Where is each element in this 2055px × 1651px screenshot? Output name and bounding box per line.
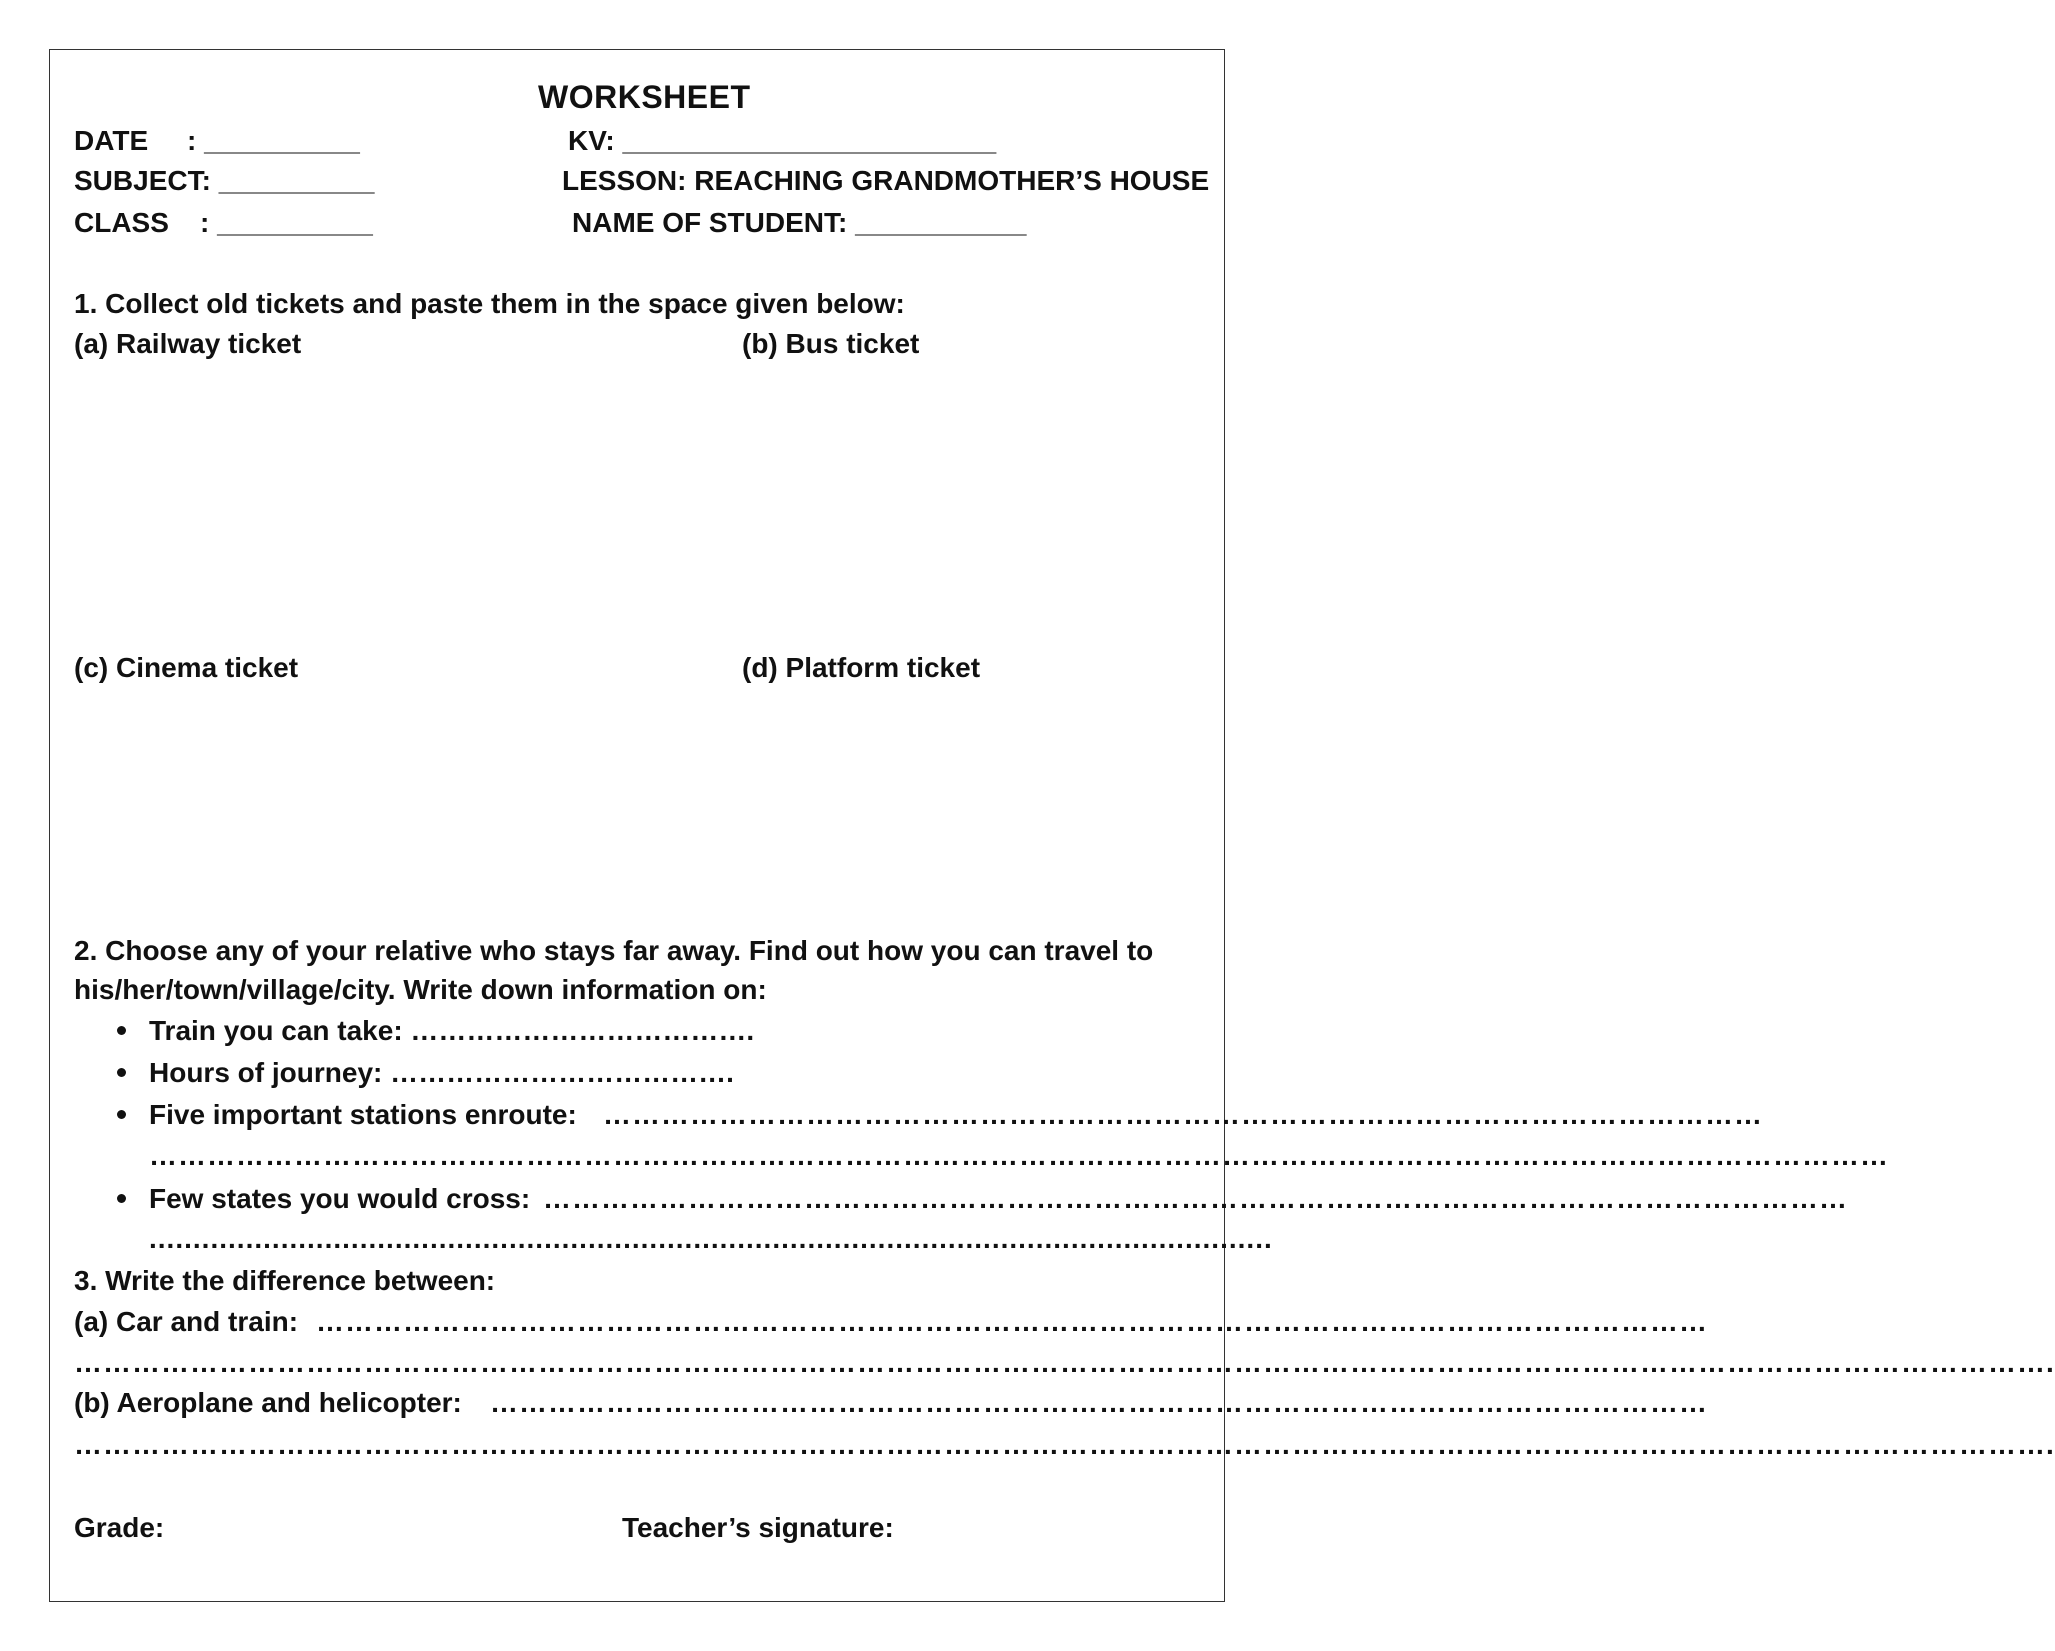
car-and-train-label: (a) Car and train: (74, 1306, 306, 1337)
car-and-train-dots: ……………………………………………………………………………………………………………………………… (316, 1306, 1708, 1337)
hours-info-line: Hours of journey: ………………………………. (149, 1057, 734, 1088)
student-name-field: NAME OF STUDENT: ___________ (572, 207, 1027, 238)
worksheet-title: WORKSHEET (538, 79, 751, 115)
subject-field: SUBJECT: __________ (74, 165, 375, 196)
railway-ticket-label: (a) Railway ticket (74, 328, 302, 359)
class-field: CLASS : __________ (74, 207, 373, 238)
question-3-prompt: 3. Write the difference between: (74, 1265, 496, 1296)
grade-label: Grade: (74, 1512, 165, 1543)
aeroplane-and-helicopter-dots-line-2: ……………………………………………………………………………………………………………………………………………………………………………………. (74, 1429, 2055, 1460)
bus-ticket-label: (b) Bus ticket (742, 328, 920, 359)
states-label: Few states you would cross: (149, 1183, 538, 1214)
states-dots: ……………………………………………………………………………………………………………………… (543, 1183, 1848, 1214)
stations-dots: ………………………………………………………………………………………………………… (603, 1099, 1763, 1130)
stations-label: Five important stations enroute: (149, 1099, 585, 1130)
question-1-prompt: 1. Collect old tickets and paste them in the space given below: (74, 288, 905, 319)
aeroplane-and-helicopter-label: (b) Aeroplane and helicopter: (74, 1387, 470, 1418)
kv-field: KV: ________________________ (568, 125, 997, 156)
platform-ticket-label: (d) Platform ticket (742, 652, 981, 683)
question-2-prompt-line-1: 2. Choose any of your relative who stays far away. Find out how you can travel to (74, 935, 1154, 966)
teacher-signature-label: Teacher’s signature: (622, 1512, 894, 1543)
bullet-icon (117, 1068, 126, 1077)
states-dots-line-2: ................................................................................................................................ (149, 1223, 1273, 1254)
stations-dots-line-2: ……………………………………………………………………………………………………………………………………………………………… (149, 1140, 1889, 1171)
aeroplane-and-helicopter-dots: ……………………………………………………………………………………………………………… (490, 1387, 1708, 1418)
lesson-field: LESSON: REACHING GRANDMOTHER’S HOUSE (562, 165, 1210, 196)
question-2-prompt-line-2: his/her/town/village/city. Write down information on: (74, 974, 767, 1005)
bullet-icon (117, 1194, 126, 1203)
cinema-ticket-label: (c) Cinema ticket (74, 652, 299, 683)
bullet-icon (117, 1026, 126, 1035)
date-field: DATE : __________ (74, 125, 360, 156)
train-info-line: Train you can take: ………………………………. (149, 1015, 755, 1046)
car-and-train-dots-line-2: ……………………………………………………………………………………………………………………………………………………………………………………. (74, 1347, 2055, 1378)
bullet-icon (117, 1110, 126, 1119)
